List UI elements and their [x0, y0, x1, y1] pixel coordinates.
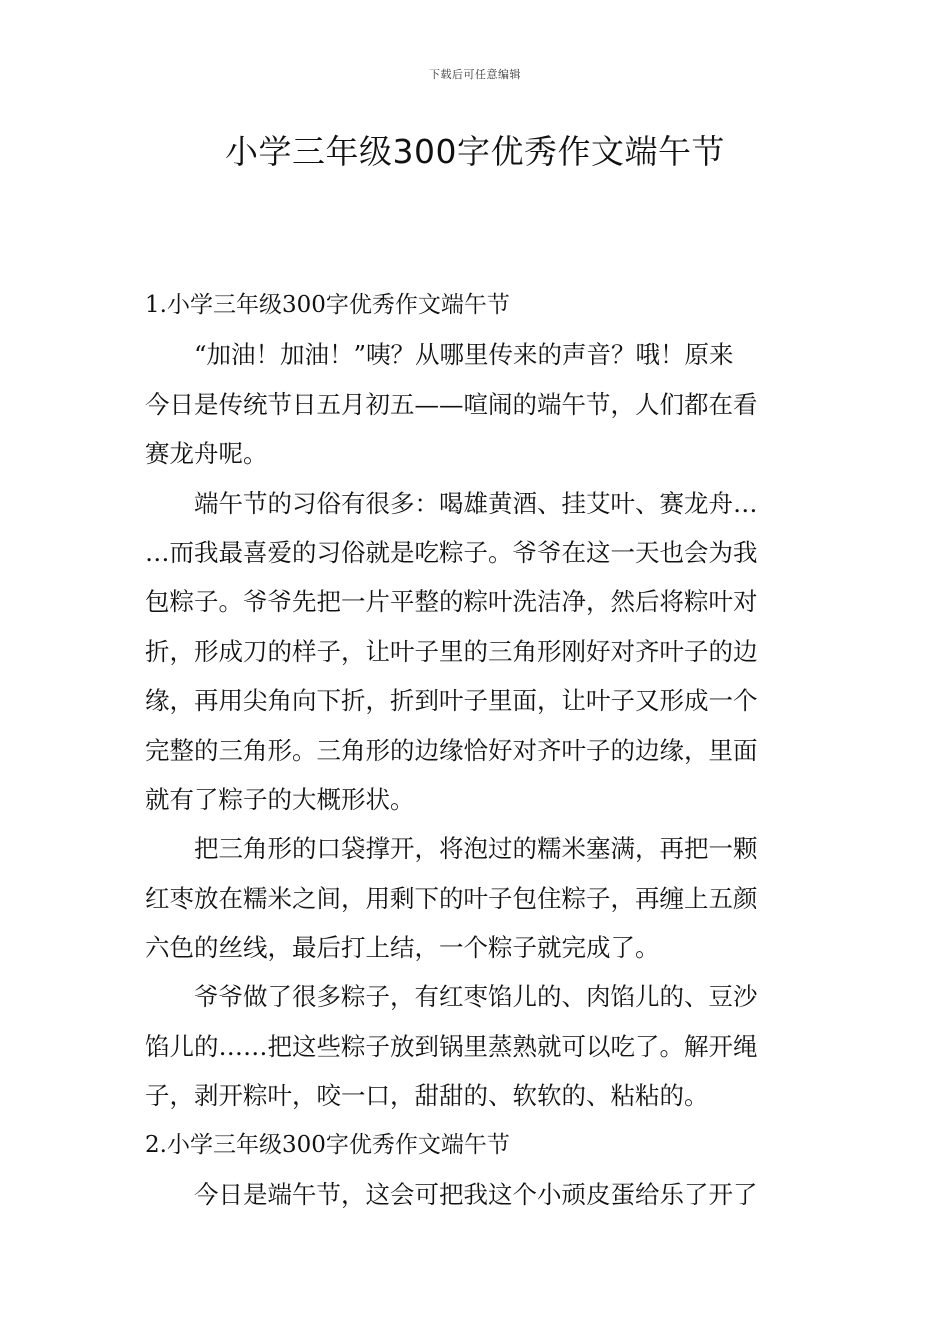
section-heading-1: 1.小学三年级300字优秀作文端午节 [145, 292, 510, 318]
document-body [145, 281, 810, 1219]
section-heading-2: 2.小学三年级300字优秀作文端午节 [145, 1131, 510, 1158]
paragraph-line: 把三角形的口袋撑开，将泡过的糯米塞满，再把一颗 [194, 834, 758, 864]
paragraph-line: 爷爷做了很多粽子，有红枣馅儿的、肉馅儿的、豆沙 [194, 982, 758, 1012]
paragraph-line: 缘，再用尖角向下折，折到叶子里面，让叶子又形成一个 [145, 686, 758, 716]
paragraph-line: 六色的丝线，最后打上结，一个粽子就完成了。 [145, 933, 660, 963]
paragraph-line: 子，剥开粽叶，咬一口，甜甜的、软软的、粘粘的。 [145, 1081, 709, 1111]
paragraph-line: 包粽子。爷爷先把一片平整的粽叶洗洁净，然后将粽叶对 [145, 587, 758, 617]
header-note: 下载后可任意编辑 [429, 68, 521, 81]
paragraph-line: 今日是端午节，这会可把我这个小顽皮蛋给乐了开了 [194, 1180, 758, 1210]
paragraph-line: 今日是传统节日五月初五——喧闹的端午节，人们都在看 [145, 389, 758, 419]
paragraph-line: 端午节的习俗有很多：喝雄黄酒、挂艾叶、赛龙舟… [194, 488, 758, 518]
paragraph-line: 折，形成刀的样子，让叶子里的三角形刚好对齐叶子的边 [145, 636, 758, 666]
paragraph-line: 完整的三角形。三角形的边缘恰好对齐叶子的边缘，里面 [145, 735, 758, 765]
paragraph-line: …而我最喜爱的习俗就是吃粽子。爷爷在这一天也会为我 [145, 537, 758, 567]
document-title: 小学三年级300字优秀作文端午节 [225, 132, 725, 171]
paragraph-line: “加油！加油！”咦？从哪里传来的声音？哦！原来 [194, 340, 734, 370]
paragraph-line: 就有了粽子的大概形状。 [145, 784, 415, 814]
paragraph-line: 红枣放在糯米之间，用剩下的叶子包住粽子，再缠上五颜 [145, 883, 758, 913]
paragraph-line: 馅儿的……把这些粽子放到锅里蒸熟就可以吃了。解开绳 [145, 1031, 758, 1061]
paragraph-line: 赛龙舟呢。 [145, 439, 268, 469]
